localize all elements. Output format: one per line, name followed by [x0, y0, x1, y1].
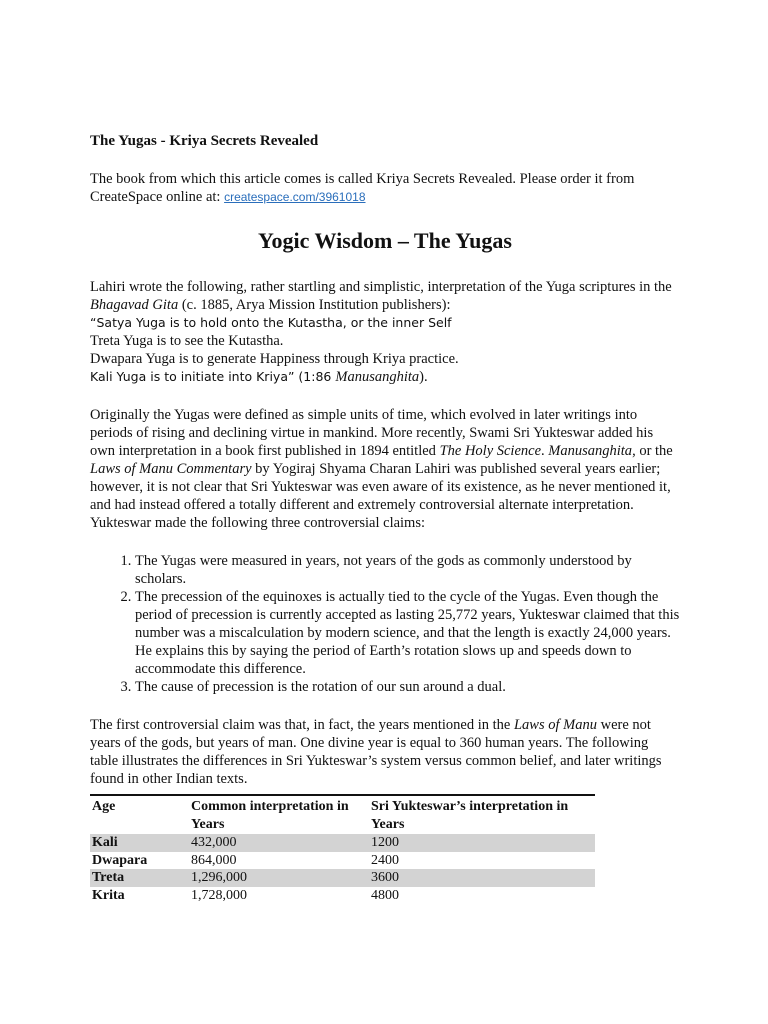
table-row — [90, 887, 595, 905]
yukteswar-years-cell: 4800 — [371, 887, 399, 903]
para2-text-b: . — [541, 443, 549, 459]
quote-line-treta: Treta Yuga is to see the Kutastha. — [90, 333, 284, 349]
yukteswar-years-cell: 1200 — [369, 834, 595, 852]
quote-line-dwapara: Dwapara Yuga is to generate Happiness through Kriya practice. — [90, 351, 459, 367]
yukteswar-years-cell: 3600 — [369, 869, 595, 887]
yukteswar-years-cell: 2400 — [371, 852, 399, 868]
lahiri-quote-paragraph — [90, 278, 680, 386]
manusanghita-title-2: Manusanghita — [548, 443, 633, 459]
table-row — [90, 834, 595, 852]
lahiri-intro-text: Lahiri wrote the following, rather startling and simplistic, interpretation of the Yuga scriptures in the — [90, 279, 672, 295]
manusanghita-title: Manusanghita — [335, 369, 420, 385]
lahiri-intro — [90, 278, 680, 314]
createspace-link[interactable]: createspace.com/3961018 — [224, 190, 366, 204]
list-item: 3. The cause of precession is the rotation of our sun around a dual. — [135, 678, 680, 696]
list-item: 1. The Yugas were measured in years, not years of the gods as commonly understood by scholars. — [135, 552, 680, 588]
table-row — [90, 852, 595, 870]
common-years-cell: 1,728,000 — [191, 887, 247, 903]
age-cell: Kali — [90, 834, 189, 852]
common-years-cell: 1,296,000 — [189, 869, 369, 887]
laws-of-manu-commentary-title: Laws of Manu Commentary — [90, 461, 252, 477]
para3-text-b: were not years of the gods, but years of man. One divine year is equal to 360 human years. The following table illustrates the differences in Sri Yukteswar’s system versus common belief, and later writings found in other Indian texts. — [90, 717, 662, 787]
lahiri-intro-text-end: (c. 1885, Arya Mission Institution publishers): — [178, 297, 451, 313]
quote-line-satya: “Satya Yuga is to hold onto the Kutastha, or the inner Self — [90, 315, 452, 330]
list-item — [135, 588, 680, 678]
column-header-common: Common interpretation in Years — [189, 795, 369, 834]
bhagavad-gita-title: Bhagavad Gita — [90, 297, 179, 313]
claim-2-text: The precession of the equinoxes is actually tied to the cycle of the Yugas. Even though the period of precession is currently accepted as lasting 25,772 years, Yukteswar claimed that this number was a miscalculation by modern science, and that the length is exactly 24,000 years. He explains this by saying the period of Earth’s rotation slows up and speeds down to accommodate this difference. — [135, 589, 680, 677]
age-cell: Krita — [92, 887, 125, 903]
intro-paragraph — [90, 170, 680, 206]
yugas-table — [90, 794, 595, 904]
column-header-yukteswar: Sri Yukteswar’s interpretation in Years — [369, 795, 595, 834]
article-heading: The Yugas - Kriya Secrets Revealed — [90, 133, 319, 149]
page-title: Yogic Wisdom – The Yugas — [258, 228, 512, 253]
age-cell: Treta — [90, 869, 189, 887]
holy-science-title: The Holy Science — [439, 443, 542, 459]
age-cell: Dwapara — [92, 852, 148, 868]
quote-line-kali-text: Kali Yuga is to initiate into Kriya” (1:86 — [90, 369, 336, 384]
quote-line-kali — [90, 368, 680, 386]
claims-list — [90, 552, 680, 696]
table-row — [90, 869, 595, 887]
table-intro-paragraph — [90, 716, 680, 788]
column-header-age: Age — [90, 795, 189, 834]
laws-of-manu-title: Laws of Manu — [513, 717, 597, 733]
intro-text: The book from which this article comes is called Kriya Secrets Revealed. Please order it from CreateSpace online at: — [90, 171, 635, 205]
quote-line-kali-end: ). — [419, 369, 428, 385]
common-years-cell: 864,000 — [191, 852, 237, 868]
para2-text-a: Originally the Yugas were defined as simple units of time, which evolved in later writings into periods of rising and declining virtue in mankind. More recently, Swami Sri Yukteswar added his own interpretation in a book first published in 1894 entitled — [90, 407, 654, 459]
para2-text-d: by Yogiraj Shyama Charan Lahiri was published several years earlier; however, it is not clear that Sri Yukteswar was even aware of its existence, as he never mentioned it, and had instead offered a totally different and extremely controversial alternate interpretation. Yukteswar made the following three controversial claims: — [90, 461, 671, 531]
yukteswar-paragraph — [90, 406, 680, 532]
para2-text-c: , or the — [632, 443, 673, 459]
document-page — [90, 132, 680, 904]
table-header-row — [90, 795, 595, 834]
common-years-cell: 432,000 — [189, 834, 369, 852]
para3-text-a: The first controversial claim was that, in fact, the years mentioned in the — [90, 717, 514, 733]
